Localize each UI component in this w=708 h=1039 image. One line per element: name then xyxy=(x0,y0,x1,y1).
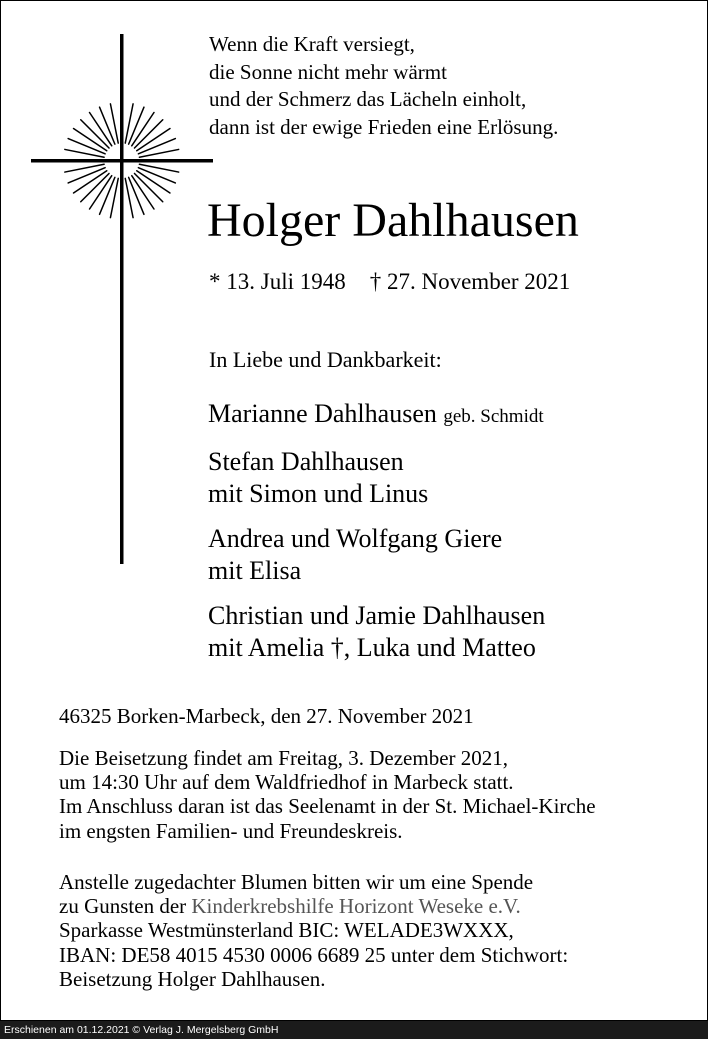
maiden-name-note: geb. Schmidt xyxy=(443,406,544,427)
mourner-name: Christian und Jamie Dahlhausen xyxy=(208,601,546,630)
poem-line: dann ist der ewige Frieden eine Erlösung. xyxy=(209,114,559,139)
sunburst-ray xyxy=(134,120,162,148)
mourner-group xyxy=(208,446,688,510)
place-and-date: 46325 Borken-Marbeck, den 27. November 2021 xyxy=(59,704,474,728)
donation-line: Sparkasse Westmünsterland BIC: WELADE3WXXX, xyxy=(59,918,514,943)
mourner-name: Andrea und Wolfgang Giere xyxy=(208,524,503,553)
donation-line: Beisetzung Holger Dahlhausen. xyxy=(59,966,326,991)
mourner-children: mit Simon und Linus xyxy=(208,479,429,508)
birth-date: * 13. Juli 1948 xyxy=(209,269,346,294)
poem-line: und der Schmerz das Lächeln einholt, xyxy=(209,87,527,111)
mourner-name: Marianne Dahlhausen xyxy=(208,399,437,428)
funeral-line: um 14:30 Uhr auf dem Waldfriedhof in Marbeck statt. xyxy=(59,770,514,795)
mourner-children: mit Amelia †, Luka und Matteo xyxy=(208,633,536,662)
funeral-line: Im Anschluss daran ist das Seelenamt in der St. Michael-Kirche xyxy=(59,794,596,819)
donation-prefix: zu Gunsten der xyxy=(59,894,187,919)
poem xyxy=(209,31,689,141)
mourners-list xyxy=(208,398,688,677)
donation-line xyxy=(59,894,654,918)
mourner-name: Stefan Dahlhausen xyxy=(208,447,404,476)
sunburst-ray xyxy=(81,173,109,201)
death-date: † 27. November 2021 xyxy=(369,269,571,294)
mourner-group xyxy=(208,600,688,664)
donation-line: IBAN: DE58 4015 4530 0006 6689 25 unter dem Stichwort: xyxy=(59,942,569,967)
mourner-group xyxy=(208,523,688,587)
mourner-group xyxy=(208,398,688,433)
donation-line: Anstelle zugedachter Blumen bitten wir um eine Spende xyxy=(59,870,534,894)
publication-footer: Erschienen am 01.12.2021 © Verlag J. Mergelsberg GmbH xyxy=(0,1021,708,1039)
funeral-line: im engsten Familien- und Freundeskreis. xyxy=(59,818,403,843)
mourner-children: mit Elisa xyxy=(208,556,302,585)
charity-name: Kinderkrebshilfe Horizont Weseke e.V. xyxy=(191,894,521,919)
cross-horizontal-beam xyxy=(31,159,213,163)
deceased-name: Holger Dahlhausen xyxy=(207,194,579,247)
poem-line: Wenn die Kraft versiegt, xyxy=(209,32,415,56)
sunburst-ray xyxy=(81,120,109,148)
poem-line: die Sonne nicht mehr wärmt xyxy=(209,59,447,84)
sunburst-ray xyxy=(134,173,162,201)
cross-vertical-beam xyxy=(120,34,124,564)
donation-info xyxy=(59,870,654,991)
cross-with-sunburst-icon xyxy=(31,34,213,564)
funeral-line: Die Beisetzung findet am Freitag, 3. Dezember 2021, xyxy=(59,746,509,770)
life-dates xyxy=(209,265,570,299)
love-line: In Liebe und Dankbarkeit: xyxy=(209,347,442,372)
funeral-info xyxy=(59,746,654,843)
